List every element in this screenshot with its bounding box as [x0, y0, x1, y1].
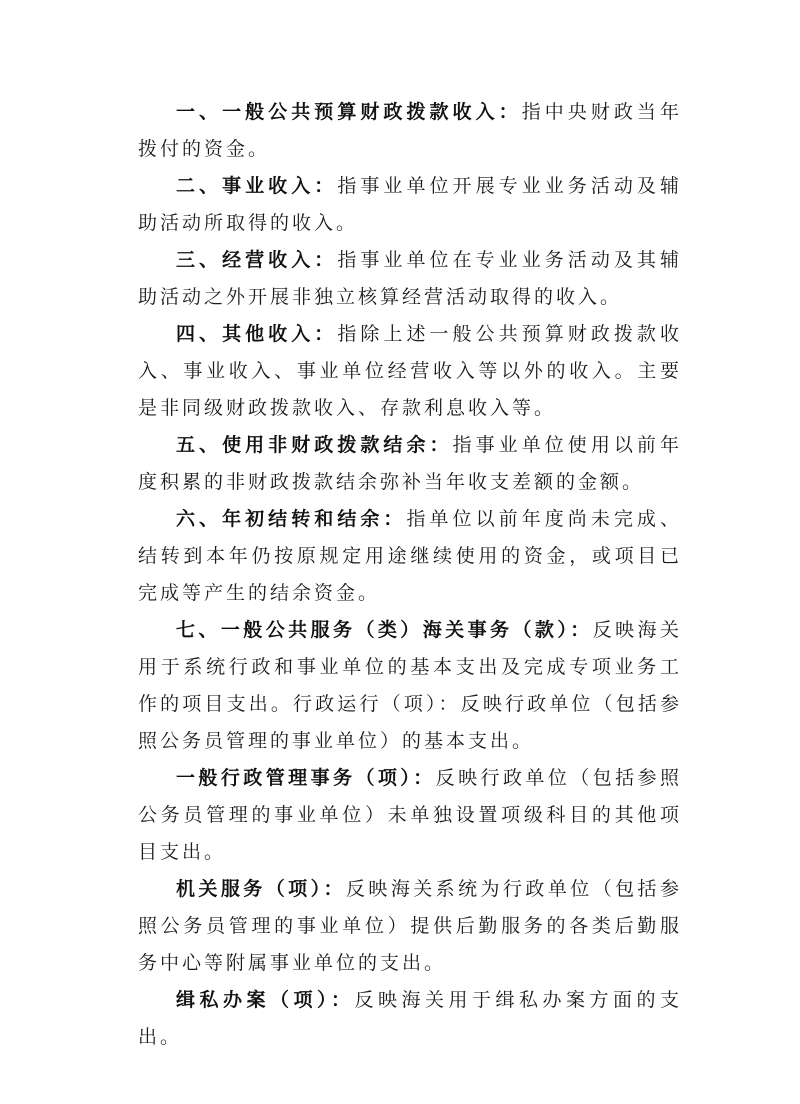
paragraph-anti-smuggling: [138, 982, 682, 1056]
term-definition: 指事业单位开展专业业务活动及辅助活动所取得的收入。: [138, 175, 682, 234]
document-page: [138, 94, 682, 1056]
term-label: 五、使用非财政拨款结余：: [176, 434, 453, 456]
paragraph-other-income: [138, 316, 682, 427]
paragraph-business-income: [138, 168, 682, 242]
term-label: 三、经营收入：: [176, 249, 338, 271]
paragraph-non-fiscal-surplus: [138, 427, 682, 501]
term-label: 一般行政管理事务（项）：: [176, 767, 436, 789]
paragraph-carryover-balance: [138, 501, 682, 612]
paragraph-general-admin: [138, 760, 682, 871]
term-label: 二、事业收入：: [176, 175, 338, 197]
term-definition: 反映海关用于缉私办案方面的支出。: [138, 989, 682, 1048]
term-label: 机关服务（项）：: [176, 878, 346, 900]
term-label: 一、一般公共预算财政拨款收入：: [176, 101, 522, 123]
paragraph-general-budget-income: [138, 94, 682, 168]
term-definition: 指中央财政当年拨付的资金。: [138, 101, 682, 160]
term-label: 缉私办案（项）：: [176, 989, 355, 1011]
term-definition: 指事业单位使用以前年度积累的非财政拨款结余弥补当年收支差额的金额。: [138, 434, 682, 493]
term-label: 四、其他收入：: [176, 323, 338, 345]
paragraph-operating-income: [138, 242, 682, 316]
term-definition: 反映海关用于系统行政和事业单位的基本支出及完成专项业务工作的项目支出。行政运行（项）：反映行政单位（包括参照公务员管理的事业单位）的基本支出。: [138, 619, 682, 752]
term-definition: 指单位以前年度尚未完成、结转到本年仍按原规定用途继续使用的资金，或项目已完成等产生的结余资金。: [138, 508, 682, 604]
term-label: 六、年初结转和结余：: [176, 508, 407, 530]
term-definition: 反映海关系统为行政单位（包括参照公务员管理的事业单位）提供后勤服务的各类后勤服务中心等附属事业单位的支出。: [138, 878, 682, 974]
term-definition: 指除上述一般公共预算财政拨款收入、事业收入、事业单位经营收入等以外的收入。主要是非同级财政拨款收入、存款利息收入等。: [138, 323, 682, 419]
term-definition: 指事业单位在专业业务活动及其辅助活动之外开展非独立核算经营活动取得的收入。: [138, 249, 682, 308]
paragraph-customs-affairs: [138, 612, 682, 760]
paragraph-agency-services: [138, 871, 682, 982]
term-definition: 反映行政单位（包括参照公务员管理的事业单位）未单独设置项级科目的其他项目支出。: [138, 767, 682, 863]
term-label: 七、一般公共服务（类）海关事务（款）：: [176, 619, 593, 641]
